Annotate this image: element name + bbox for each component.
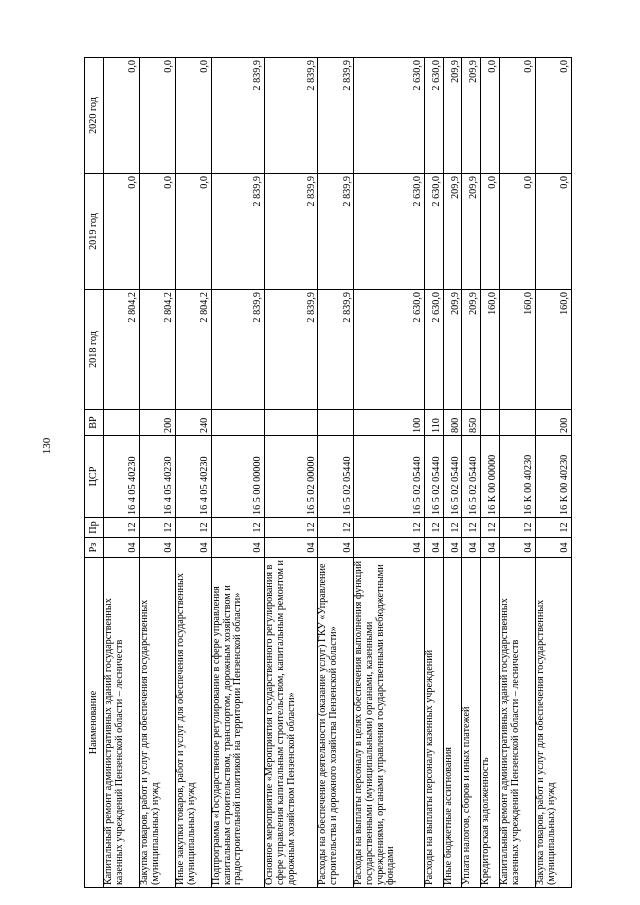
cell-2020: 2 630,0 — [424, 58, 443, 174]
cell-csr: 16 К 00 40230 — [499, 436, 535, 518]
cell-2020: 0,0 — [481, 58, 500, 174]
table-row — [176, 58, 212, 888]
cell-vr: 100 — [354, 410, 424, 436]
cell-name: Уплата налогов, сборов и иных платежей — [462, 558, 481, 888]
cell-pr: 12 — [443, 518, 462, 538]
table-row — [499, 58, 535, 888]
cell-name: Капитальный ремонт административных зданий государственных казенных учреждений Пензенской области – лесничеств — [104, 558, 140, 888]
cell-pr: 12 — [176, 518, 212, 538]
cell-vr: 200 — [535, 410, 571, 436]
cell-csr: 16 4 05 40230 — [176, 436, 212, 518]
cell-rz: 04 — [424, 538, 443, 558]
cell-vr: 110 — [424, 410, 443, 436]
cell-csr: 16 5 02 05440 — [443, 436, 462, 518]
cell-pr: 12 — [535, 518, 571, 538]
col-header-vr: ВР — [85, 410, 104, 436]
cell-pr: 12 — [462, 518, 481, 538]
cell-rz: 04 — [499, 538, 535, 558]
cell-2018: 2 630,0 — [424, 290, 443, 410]
cell-2019: 2 839,9 — [318, 174, 354, 290]
cell-rz: 04 — [140, 538, 176, 558]
rotated-table-container — [84, 58, 572, 888]
col-header-pr: Пр — [85, 518, 104, 538]
col-header-2020: 2020 год — [85, 58, 104, 174]
cell-csr: 16 4 05 40230 — [104, 436, 140, 518]
cell-vr: 200 — [140, 410, 176, 436]
table-row — [462, 58, 481, 888]
cell-rz: 04 — [318, 538, 354, 558]
cell-pr: 12 — [318, 518, 354, 538]
table-row — [481, 58, 500, 888]
cell-2020: 209,9 — [462, 58, 481, 174]
table-row — [318, 58, 354, 888]
cell-vr — [104, 410, 140, 436]
cell-2018: 160,0 — [499, 290, 535, 410]
table-row — [140, 58, 176, 888]
cell-2020: 0,0 — [176, 58, 212, 174]
cell-2020: 209,9 — [443, 58, 462, 174]
cell-2020: 0,0 — [499, 58, 535, 174]
cell-name: Иные закупки товаров, работ и услуг для обеспечения государственных (муниципальных) нужд — [176, 558, 212, 888]
cell-2019: 2 630,0 — [354, 174, 424, 290]
cell-csr: 16 4 05 40230 — [140, 436, 176, 518]
cell-2018: 160,0 — [481, 290, 500, 410]
cell-pr: 12 — [424, 518, 443, 538]
cell-rz: 04 — [104, 538, 140, 558]
cell-name: Расходы на выплаты персоналу казенных учреждений — [424, 558, 443, 888]
cell-csr: 16 5 02 05440 — [354, 436, 424, 518]
cell-pr: 12 — [499, 518, 535, 538]
cell-2019: 2 839,9 — [265, 174, 318, 290]
cell-name: Расходы на выплаты персоналу в целях обеспечения выполнения функций государственными (муниципальными) органами, казенными учреждениями, органами управления государственными внебюджетными фондами — [354, 558, 424, 888]
table-row — [265, 58, 318, 888]
cell-2018: 2 839,9 — [265, 290, 318, 410]
cell-2018: 2 804,2 — [140, 290, 176, 410]
cell-pr: 12 — [481, 518, 500, 538]
cell-rz: 04 — [354, 538, 424, 558]
cell-vr — [318, 410, 354, 436]
table-row — [104, 58, 140, 888]
table-row — [535, 58, 571, 888]
cell-2018: 2 839,9 — [318, 290, 354, 410]
cell-2018: 160,0 — [535, 290, 571, 410]
cell-2018: 2 630,0 — [354, 290, 424, 410]
cell-2019: 2 630,0 — [424, 174, 443, 290]
cell-2018: 2 839,9 — [212, 290, 265, 410]
cell-csr: 16 5 02 05440 — [318, 436, 354, 518]
cell-rz: 04 — [212, 538, 265, 558]
cell-2019: 209,9 — [443, 174, 462, 290]
cell-pr: 12 — [140, 518, 176, 538]
cell-2019: 0,0 — [140, 174, 176, 290]
cell-name: Основное мероприятие «Мероприятия государственного регулирования в сфере управления капитальным строительством, капитальным ремонтом и дорожным хозяйством Пензенской области» — [265, 558, 318, 888]
table-row — [212, 58, 265, 888]
cell-2019: 209,9 — [462, 174, 481, 290]
cell-2019: 0,0 — [481, 174, 500, 290]
cell-rz: 04 — [265, 538, 318, 558]
col-header-2019: 2019 год — [85, 174, 104, 290]
cell-vr — [265, 410, 318, 436]
cell-2020: 2 630,0 — [354, 58, 424, 174]
cell-2018: 209,9 — [443, 290, 462, 410]
cell-name: Закупка товаров, работ и услуг для обеспечения государственных (муниципальных) нужд — [535, 558, 571, 888]
cell-csr: 16 К 00 00000 — [481, 436, 500, 518]
col-header-2018: 2018 год — [85, 290, 104, 410]
cell-name: Кредиторская задолженность — [481, 558, 500, 888]
cell-csr: 16 5 02 00000 — [265, 436, 318, 518]
cell-2018: 209,9 — [462, 290, 481, 410]
cell-csr: 16 5 02 05440 — [462, 436, 481, 518]
table-header-row — [85, 58, 104, 888]
cell-2020: 0,0 — [535, 58, 571, 174]
cell-csr: 16 5 02 05440 — [424, 436, 443, 518]
cell-2019: 0,0 — [499, 174, 535, 290]
cell-2019: 0,0 — [176, 174, 212, 290]
cell-2020: 0,0 — [140, 58, 176, 174]
cell-rz: 04 — [443, 538, 462, 558]
cell-pr: 12 — [212, 518, 265, 538]
table-row — [354, 58, 424, 888]
cell-csr: 16 5 00 00000 — [212, 436, 265, 518]
cell-2018: 2 804,2 — [104, 290, 140, 410]
cell-2020: 2 839,9 — [265, 58, 318, 174]
cell-rz: 04 — [481, 538, 500, 558]
cell-2019: 0,0 — [104, 174, 140, 290]
cell-rz: 04 — [535, 538, 571, 558]
cell-2020: 0,0 — [104, 58, 140, 174]
cell-name: Капитальный ремонт административных зданий государственных казенных учреждений Пензенской области – лесничеств — [499, 558, 535, 888]
cell-vr — [212, 410, 265, 436]
page-number: 130 — [41, 437, 53, 455]
cell-2019: 2 839,9 — [212, 174, 265, 290]
cell-vr: 800 — [443, 410, 462, 436]
col-header-name: Наименование — [85, 558, 104, 888]
table-row — [443, 58, 462, 888]
cell-pr: 12 — [265, 518, 318, 538]
budget-table — [84, 57, 572, 888]
col-header-csr: ЦСР — [85, 436, 104, 518]
cell-rz: 04 — [462, 538, 481, 558]
cell-2018: 2 804,2 — [176, 290, 212, 410]
cell-pr: 12 — [354, 518, 424, 538]
cell-rz: 04 — [176, 538, 212, 558]
cell-vr — [481, 410, 500, 436]
cell-vr: 240 — [176, 410, 212, 436]
cell-2019: 0,0 — [535, 174, 571, 290]
cell-vr: 850 — [462, 410, 481, 436]
cell-vr — [499, 410, 535, 436]
cell-name: Закупка товаров, работ и услуг для обеспечения государственных (муниципальных) нужд — [140, 558, 176, 888]
cell-name: Иные бюджетные ассигнования — [443, 558, 462, 888]
col-header-rz: Рз — [85, 538, 104, 558]
cell-2020: 2 839,9 — [212, 58, 265, 174]
cell-pr: 12 — [104, 518, 140, 538]
table-body — [104, 58, 572, 888]
cell-csr: 16 К 00 40230 — [535, 436, 571, 518]
cell-2020: 2 839,9 — [318, 58, 354, 174]
table-row — [424, 58, 443, 888]
cell-name: Подпрограмма «Государственное регулирование в сфере управления капитальным строительством, транспортом, дорожным хозяйством и градостроительной политикой на территории Пензенской области» — [212, 558, 265, 888]
cell-name: Расходы на обеспечение деятельности (оказание услуг) ГКУ «Управление строительства и дорожного хозяйства Пензенской области» — [318, 558, 354, 888]
